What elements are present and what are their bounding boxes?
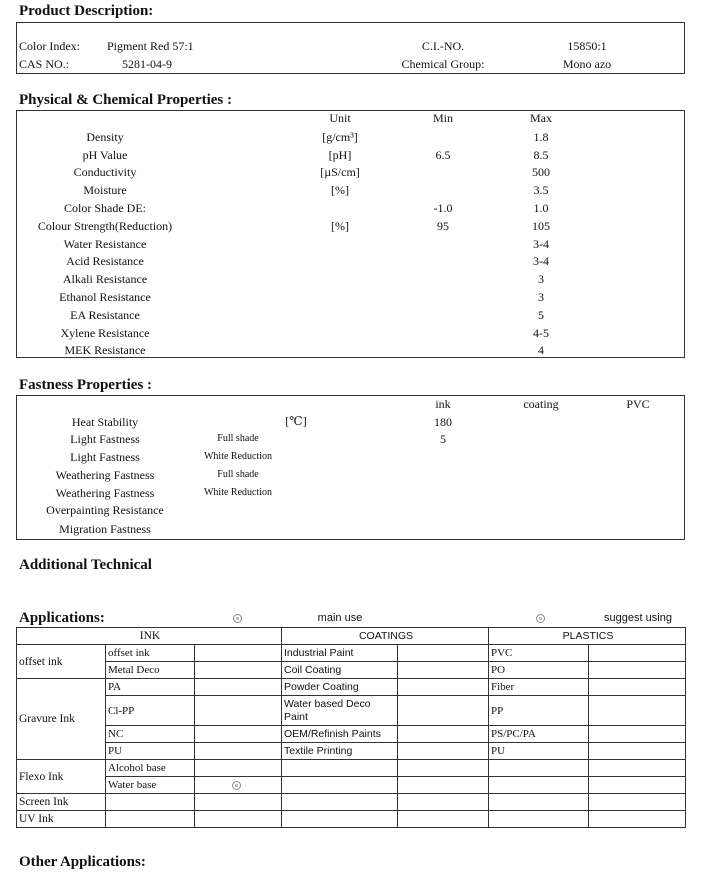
empty-cell (398, 794, 489, 811)
property-name: Water Resistance (63, 237, 147, 251)
empty-cell (282, 794, 398, 811)
ink-column-header: ink (435, 397, 451, 411)
coating-mark-cell (398, 696, 489, 726)
empty-cell (398, 777, 489, 794)
min-column-header: Min (432, 111, 454, 125)
ink-group-header: INK (17, 628, 282, 645)
property-max: 3 (538, 290, 544, 304)
empty-cell (489, 760, 589, 777)
coating-mark-cell (398, 679, 489, 696)
empty-cell (589, 760, 686, 777)
property-max: 3 (538, 272, 544, 286)
empty-cell (282, 777, 398, 794)
empty-cell (489, 777, 589, 794)
main-use-radio[interactable] (233, 614, 242, 623)
property-name: Xylene Resistance (60, 326, 150, 340)
empty-cell (489, 794, 589, 811)
fastness-name: Weathering Fastness (55, 468, 155, 482)
ink-item: Cl-PP (106, 696, 195, 726)
cas-value: 5281-04-9 (122, 57, 172, 71)
property-min: -1.0 (433, 201, 453, 215)
empty-cell (589, 777, 686, 794)
gravure-ink-category: Gravure Ink (17, 679, 106, 760)
fastness-properties-heading: Fastness Properties : (19, 377, 153, 393)
plastics-group-header: PLASTICS (489, 628, 686, 645)
color-index-value: Pigment Red 57:1 (107, 39, 194, 53)
property-max: 3.5 (533, 183, 549, 197)
empty-cell (282, 811, 398, 828)
fastness-note: White Reduction (203, 451, 273, 462)
property-max: 5 (538, 308, 544, 322)
coating-item: OEM/Refinish Paints (282, 726, 398, 743)
property-name: MEK Resistance (64, 343, 146, 357)
property-max: 3-4 (533, 237, 549, 251)
plastic-mark-cell (589, 662, 686, 679)
empty-cell (106, 811, 195, 828)
water-base-radio[interactable] (232, 781, 241, 790)
offset-ink-category: offset ink (17, 645, 106, 679)
coating-item: Powder Coating (282, 679, 398, 696)
empty-cell (489, 811, 589, 828)
ink-mark-cell (195, 662, 282, 679)
empty-cell (106, 794, 195, 811)
property-max: 4-5 (533, 326, 549, 340)
property-unit: [%] (331, 219, 349, 233)
property-unit: [%] (331, 183, 349, 197)
plastic-item: Fiber (489, 679, 589, 696)
empty-cell (589, 811, 686, 828)
fastness-name: Heat Stability (71, 415, 139, 429)
uv-ink-category: UV Ink (17, 811, 106, 828)
ink-item: PU (106, 743, 195, 760)
property-name: Ethanol Resistance (59, 290, 151, 304)
fastness-note: Full shade (217, 433, 259, 444)
coating-column-header: coating (523, 397, 559, 411)
color-index-label: Color Index: (19, 39, 80, 53)
coating-mark-cell (398, 726, 489, 743)
fastness-name: Overpainting Resistance (46, 503, 164, 517)
chem-group-label: Chemical Group: (401, 57, 485, 71)
cas-label: CAS NO.: (19, 57, 70, 71)
plastic-item: PP (489, 696, 589, 726)
fastness-name: Weathering Fastness (55, 486, 155, 500)
empty-cell (195, 794, 282, 811)
suggest-using-radio[interactable] (536, 614, 545, 623)
additional-technical-heading: Additional Technical (19, 557, 152, 573)
ink-mark-cell (195, 743, 282, 760)
ink-item: offset ink (106, 645, 195, 662)
applications-heading: Applications: (19, 610, 105, 626)
property-max: 105 (532, 219, 550, 233)
fastness-name: Light Fastness (70, 450, 140, 464)
fastness-unit: [℃] (285, 414, 307, 428)
property-name: Alkali Resistance (62, 272, 148, 286)
fastness-name: Migration Fastness (59, 522, 151, 536)
ci-no-value: 15850:1 (567, 39, 607, 53)
fastness-note: Full shade (217, 469, 259, 480)
empty-cell (282, 760, 398, 777)
property-unit: [µS/cm] (320, 165, 360, 179)
plastic-mark-cell (589, 645, 686, 662)
other-applications-heading: Other Applications: (19, 854, 146, 870)
property-max: 1.8 (533, 130, 549, 144)
property-min: 6.5 (435, 148, 451, 162)
plastic-mark-cell (589, 726, 686, 743)
coating-item: Textile Printing (282, 743, 398, 760)
coatings-group-header: COATINGS (282, 628, 489, 645)
property-name: EA Resistance (70, 308, 140, 322)
property-name: Acid Resistance (66, 254, 144, 268)
property-unit: [pH] (328, 148, 352, 162)
fastness-note: White Reduction (203, 487, 273, 498)
coating-item: Industrial Paint (282, 645, 398, 662)
coating-mark-cell (398, 662, 489, 679)
empty-cell (195, 811, 282, 828)
property-name: pH Value (82, 148, 128, 162)
plastic-mark-cell (589, 743, 686, 760)
ink-mark-cell (195, 679, 282, 696)
ink-item: NC (106, 726, 195, 743)
fastness-ink-value: 5 (440, 432, 446, 446)
property-name: Moisture (83, 183, 127, 197)
plastic-item: PO (489, 662, 589, 679)
max-column-header: Max (530, 111, 552, 125)
property-name: Color Shade DE: (64, 201, 146, 215)
screen-ink-category: Screen Ink (17, 794, 106, 811)
property-name: Conductivity (73, 165, 137, 179)
property-name: Colour Strength(Reduction) (37, 219, 173, 233)
coating-item: Coil Coating (282, 662, 398, 679)
property-name: Density (86, 130, 124, 144)
chem-group-value: Mono azo (562, 57, 612, 71)
fastness-name: Light Fastness (70, 432, 140, 446)
ink-item: Metal Deco (106, 662, 195, 679)
ink-item: Water base (106, 777, 195, 794)
unit-column-header: Unit (329, 111, 351, 125)
ci-no-label: C.I.-NO. (421, 39, 465, 53)
empty-cell (398, 811, 489, 828)
coating-item: Water based Deco Paint (282, 696, 398, 726)
property-max: 1.0 (533, 201, 549, 215)
applications-table (16, 627, 686, 828)
property-min: 95 (437, 219, 449, 233)
plastic-item: PU (489, 743, 589, 760)
ink-item: PA (106, 679, 195, 696)
ink-item: Alcohol base (106, 760, 195, 777)
plastic-item: PVC (489, 645, 589, 662)
pvc-column-header: PVC (626, 397, 650, 411)
physical-properties-heading: Physical & Chemical Properties : (19, 92, 233, 108)
property-max: 500 (532, 165, 550, 179)
main-use-label: main use (317, 612, 363, 624)
suggest-using-label: suggest using (604, 612, 672, 624)
ink-mark-cell (195, 760, 282, 777)
plastic-item: PS/PC/PA (489, 726, 589, 743)
empty-cell (589, 794, 686, 811)
property-max: 8.5 (533, 148, 549, 162)
ink-mark-cell (195, 777, 282, 794)
ink-mark-cell (195, 696, 282, 726)
fastness-ink-value: 180 (434, 415, 452, 429)
ink-mark-cell (195, 645, 282, 662)
coating-mark-cell (398, 743, 489, 760)
property-max: 4 (538, 343, 544, 357)
flexo-ink-category: Flexo Ink (17, 760, 106, 794)
ink-mark-cell (195, 726, 282, 743)
product-description-heading: Product Description: (19, 3, 154, 19)
coating-mark-cell (398, 645, 489, 662)
property-unit: [g/cm³] (322, 130, 358, 144)
plastic-mark-cell (589, 696, 686, 726)
empty-cell (398, 760, 489, 777)
plastic-mark-cell (589, 679, 686, 696)
property-max: 3-4 (533, 254, 549, 268)
